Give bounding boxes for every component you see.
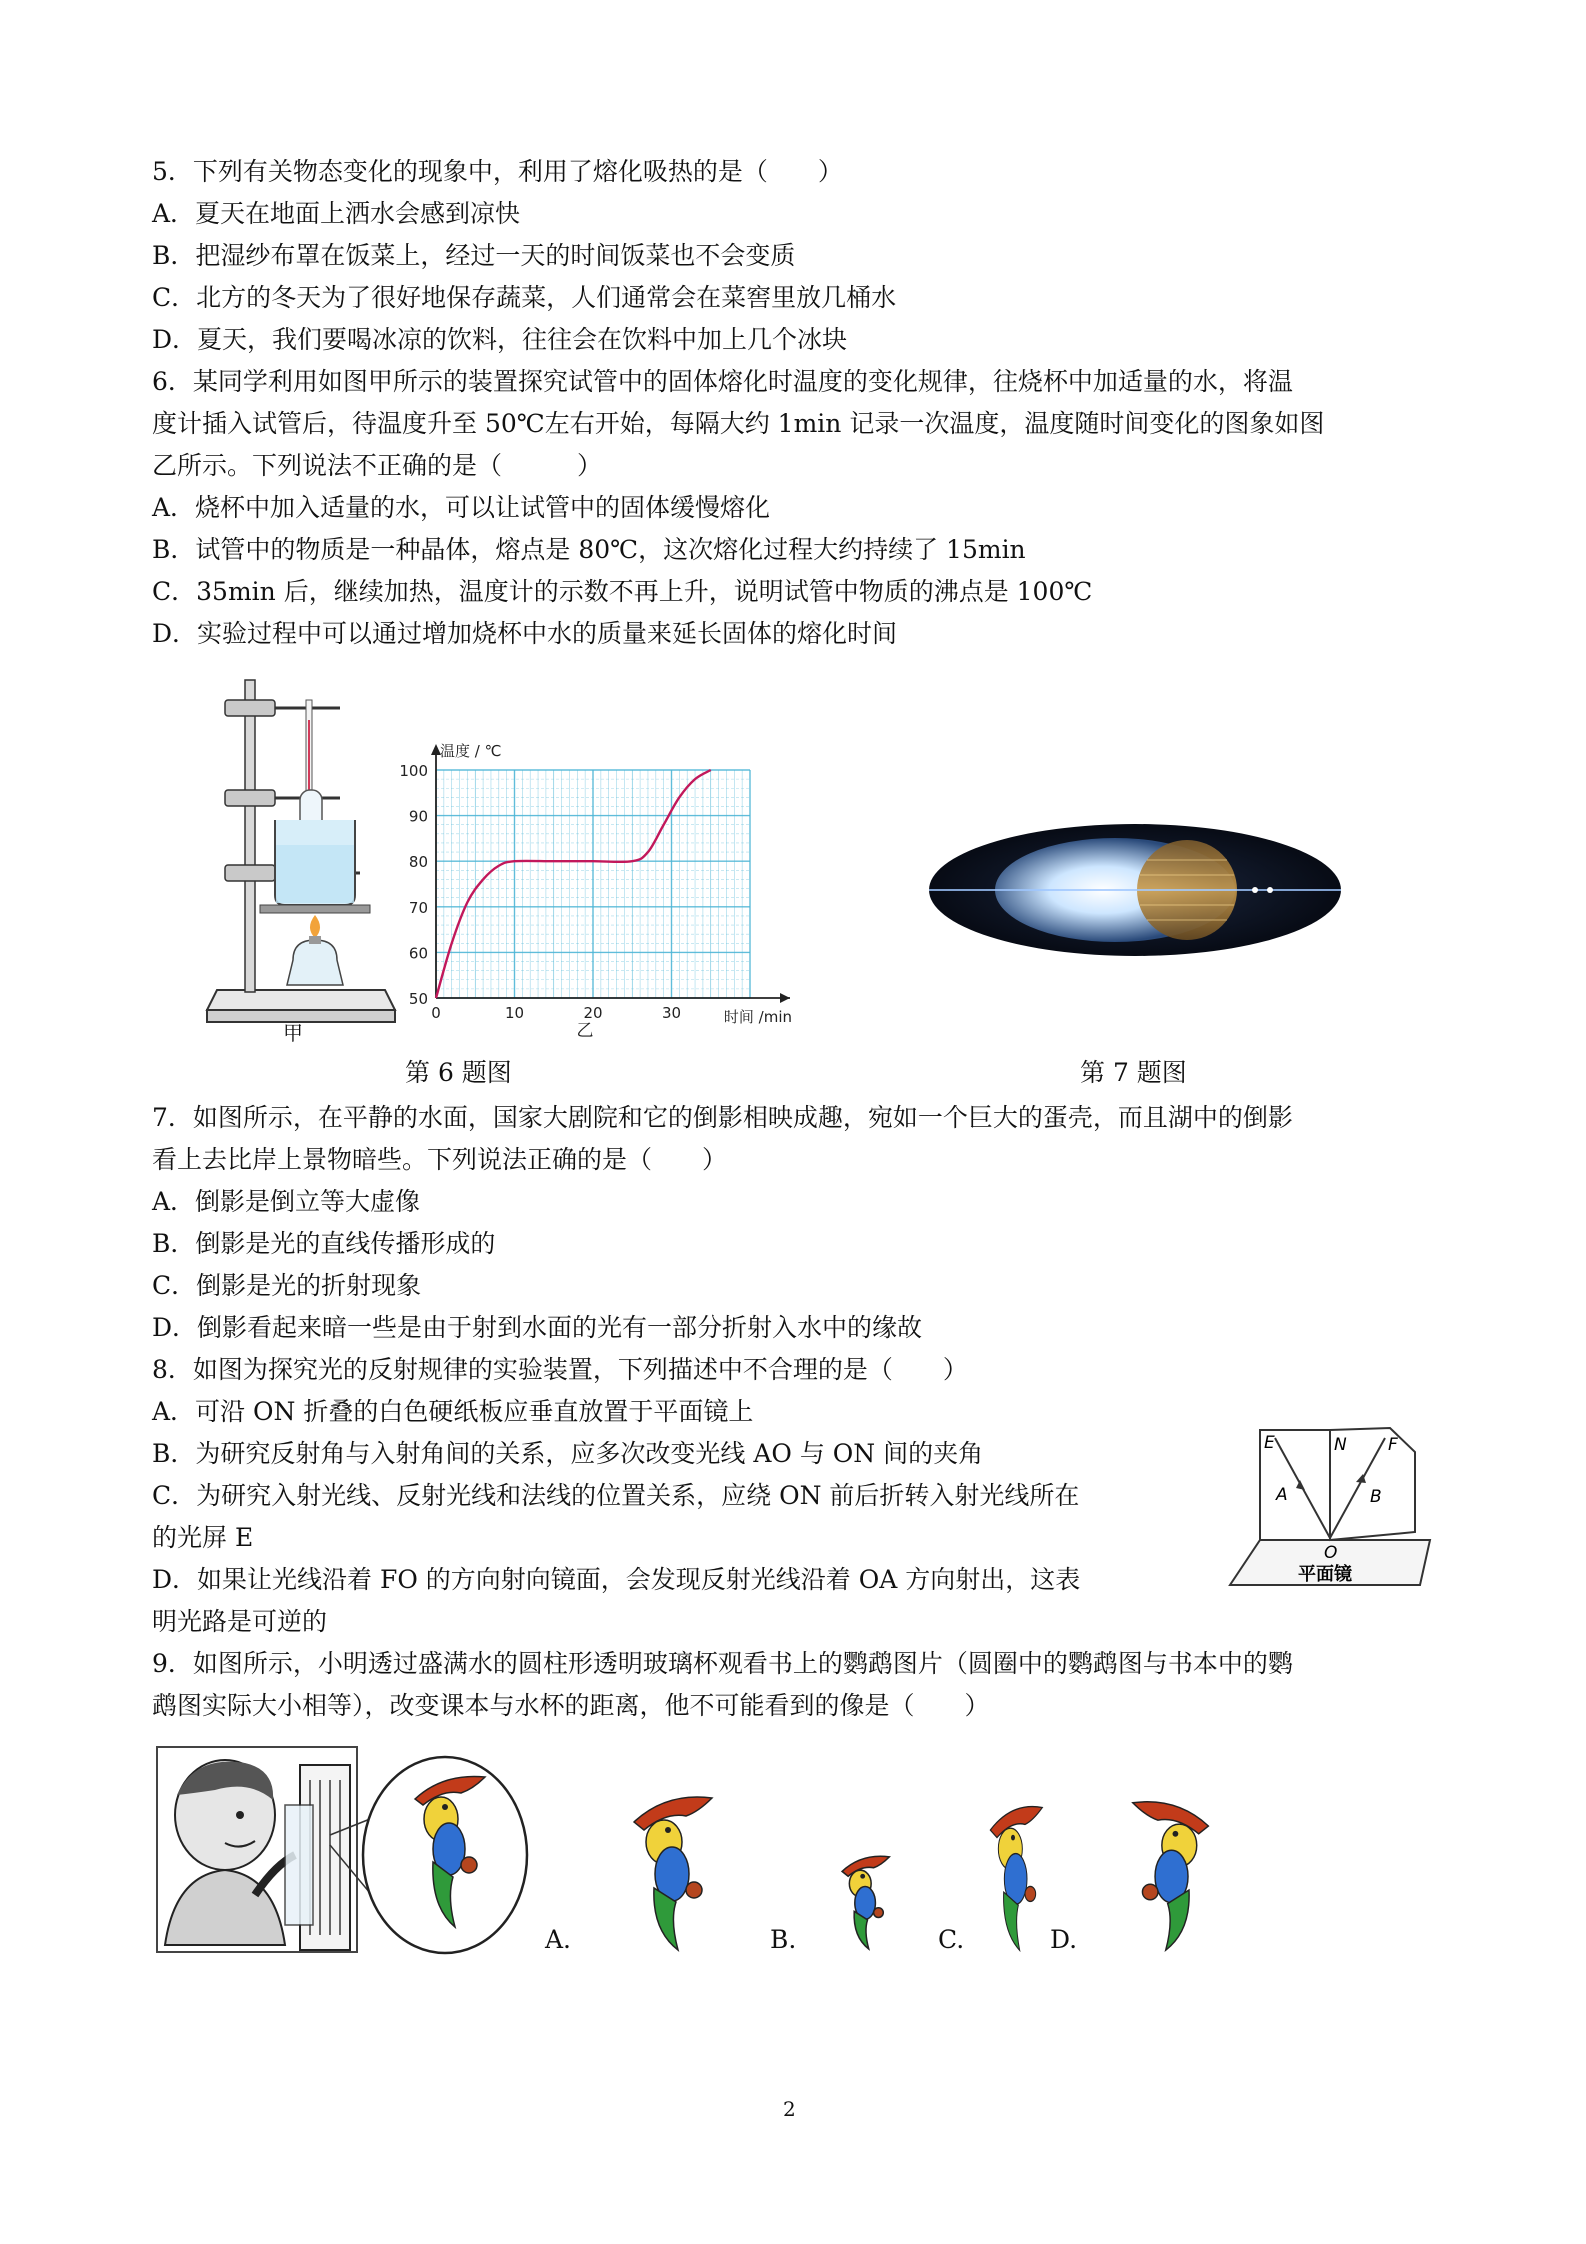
q6-option-a: A．烧杯中加入适量的水，可以让试管中的固体缓慢熔化 bbox=[152, 493, 771, 522]
q8-label-b: B bbox=[1370, 1487, 1382, 1507]
q6-figure-caption: 第 6 题图 bbox=[405, 1058, 512, 1087]
x-axis-label: 时间 /min bbox=[723, 1008, 792, 1026]
q7-option-a: A．倒影是倒立等大虚像 bbox=[152, 1187, 421, 1216]
q6-stem-line-1: 6．某同学利用如图甲所示的装置探究试管中的固体熔化时温度的变化规律，往烧杯中加适量的水，将温 bbox=[152, 367, 1293, 396]
q8-reflection-diagram bbox=[1220, 1420, 1440, 1595]
q6-apparatus-figure bbox=[205, 660, 405, 1050]
q6-stem-line-3: 乙所示。下列说法不正确的是（ ） bbox=[152, 451, 603, 480]
q8-option-c: C．为研究入射光线、反射光线和法线的位置关系，应绕 ON 前后折转入射光线所在 bbox=[152, 1481, 1080, 1510]
q7-theater-photo bbox=[925, 820, 1345, 960]
q8-label-e: E bbox=[1264, 1433, 1275, 1453]
x-tick-label: 20 bbox=[583, 1004, 603, 1022]
q8-option-b: B．为研究反射角与入射角间的关系，应多次改变光线 AO 与 ON 间的夹角 bbox=[152, 1439, 984, 1468]
q7-stem-line-1: 7．如图所示，在平静的水面，国家大剧院和它的倒影相映成趣，宛如一个巨大的蛋壳，而且湖中的倒影 bbox=[152, 1103, 1293, 1132]
q5-option-c: C．北方的冬天为了很好地保存蔬菜，人们通常会在菜窖里放几桶水 bbox=[152, 283, 897, 312]
q8-option-d-cont: 明光路是可逆的 bbox=[152, 1607, 328, 1636]
y-axis-label: 温度 / ℃ bbox=[440, 742, 502, 760]
q8-label-mirror: 平面镜 bbox=[1298, 1564, 1352, 1585]
q5-option-b: B．把湿纱布罩在饭菜上，经过一天的时间饭菜也不会变质 bbox=[152, 241, 796, 270]
q6-stem-line-2: 度计插入试管后，待温度升至 50℃左右开始，每隔大约 1min 记录一次温度，温度随时间变化的图象如图 bbox=[152, 409, 1325, 438]
q6-option-b: B．试管中的物质是一种晶体，熔点是 80℃，这次熔化过程大约持续了 15min bbox=[152, 535, 1026, 564]
q9-option-c-label: C. bbox=[938, 1925, 965, 1954]
chart-panel-label: 乙 bbox=[576, 1021, 594, 1040]
y-tick-label: 60 bbox=[408, 944, 428, 963]
q7-option-d: D．倒影看起来暗一些是由于射到水面的光有一部分折射入水中的缘故 bbox=[152, 1313, 923, 1342]
q9-option-a-label: A. bbox=[545, 1925, 572, 1954]
q5-stem: 5．下列有关物态变化的现象中，利用了熔化吸热的是（ ） bbox=[152, 157, 843, 186]
y-tick-label: 80 bbox=[408, 853, 428, 872]
q5-option-a: A．夏天在地面上洒水会感到凉快 bbox=[152, 199, 521, 228]
q5-option-d: D．夏天，我们要喝冰凉的饮料，往往会在饮料中加上几个冰块 bbox=[152, 325, 848, 354]
q9-option-b-image bbox=[822, 1852, 907, 1952]
q9-option-c-image bbox=[985, 1800, 1045, 1955]
q8-label-f: F bbox=[1388, 1435, 1398, 1455]
q9-option-a-image bbox=[596, 1790, 746, 1955]
q8-label-o: O bbox=[1324, 1543, 1338, 1563]
q9-option-b-label: B. bbox=[770, 1925, 797, 1954]
q6-option-d: D．实验过程中可以通过增加烧杯中水的质量来延长固体的熔化时间 bbox=[152, 619, 898, 648]
x-tick-label: 30 bbox=[661, 1004, 682, 1022]
q9-option-d-image bbox=[1105, 1795, 1240, 1955]
q7-figure-caption: 第 7 题图 bbox=[1080, 1058, 1187, 1087]
q8-option-a: A．可沿 ON 折叠的白色硬纸板应垂直放置于平面镜上 bbox=[152, 1397, 754, 1426]
y-tick-label: 100 bbox=[399, 762, 428, 780]
page-number: 2 bbox=[783, 2097, 796, 2121]
y-tick-label: 50 bbox=[408, 990, 428, 1008]
q9-boy-with-glass bbox=[155, 1745, 545, 1955]
q8-label-a: A bbox=[1276, 1485, 1288, 1505]
x-axis-arrow bbox=[780, 993, 790, 1003]
q7-option-b: B．倒影是光的直线传播形成的 bbox=[152, 1229, 496, 1258]
q8-option-d: D．如果让光线沿着 FO 的方向射向镜面，会发现反射光线沿着 OA 方向射出，这表 bbox=[152, 1565, 1081, 1594]
q8-stem: 8．如图为探究光的反射规律的实验装置，下列描述中不合理的是（ ） bbox=[152, 1355, 968, 1384]
q8-option-c-cont: 的光屏 E bbox=[152, 1523, 254, 1552]
q9-stem-line-2: 鹉图实际大小相等），改变课本与水杯的距离，他不可能看到的像是（ ） bbox=[152, 1691, 990, 1720]
q6-temperature-chart bbox=[380, 730, 820, 1040]
q6-apparatus-label: 甲 bbox=[283, 1021, 303, 1045]
q8-label-n: N bbox=[1334, 1435, 1347, 1455]
x-tick-label: 0 bbox=[431, 1004, 441, 1022]
q7-stem-line-2: 看上去比岸上景物暗些。下列说法正确的是（ ） bbox=[152, 1145, 728, 1174]
q7-option-c: C．倒影是光的折射现象 bbox=[152, 1271, 422, 1300]
y-tick-label: 70 bbox=[408, 898, 428, 917]
temperature-curve bbox=[436, 770, 711, 998]
q6-option-c: C．35min 后，继续加热，温度计的示数不再上升，说明试管中物质的沸点是 100℃ bbox=[152, 577, 1093, 606]
y-tick-label: 90 bbox=[408, 807, 428, 826]
q9-option-d-label: D. bbox=[1050, 1925, 1078, 1954]
x-tick-label: 10 bbox=[504, 1004, 525, 1022]
q9-stem-line-1: 9．如图所示，小明透过盛满水的圆柱形透明玻璃杯观看书上的鹦鹉图片（圆圈中的鹦鹉图与书本中的鹦 bbox=[152, 1649, 1293, 1678]
